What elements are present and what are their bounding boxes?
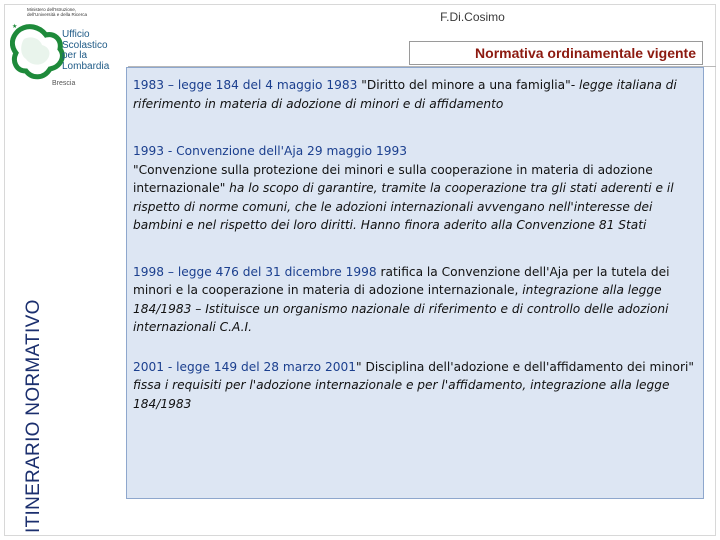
paragraph-2001 (133, 358, 699, 414)
spacer (133, 235, 699, 263)
law-reference: 2001 - legge 149 del 28 marzo 2001 (133, 359, 356, 374)
ministry-line-2: dell'Università e della Ricerca (27, 12, 88, 17)
law-title: " Disciplina dell'adozione e dell'affidamento dei minori" (356, 359, 694, 374)
law-title: "Diritto del minore a una famiglia" (361, 78, 571, 92)
law-description: integrazione alla legge 184/1983 – Istituisce un organismo nazionale di riferimento e di controllo delle adozioni internazionali C.A.I. (133, 283, 669, 334)
content-panel (126, 67, 704, 499)
office-name (62, 30, 109, 72)
spacer (133, 337, 699, 358)
law-reference: - Convenzione dell'Aja 29 maggio 1993 (164, 144, 407, 158)
law-reference: 1983 – legge 184 del 4 maggio 1983 (133, 78, 362, 92)
law-reference: 1998 – legge 476 del 31 dicembre 1998 (133, 264, 381, 279)
law-description: - legge italiana di riferimento in materia di adozione di minori e di affidamento (133, 78, 677, 111)
paragraph-1998 (133, 263, 699, 337)
law-description: fissa i requisiti per l'adozione internazionale e per l'affidamento, integrazione alla legge 184/1983 (133, 378, 670, 411)
logo-city: Brescia (52, 80, 76, 87)
office-line-1: Ufficio (62, 29, 90, 40)
law-title: ratifica la Convenzione dell'Aja per la tutela dei minori e la cooperazione in materia di adozione internazionale, (133, 264, 670, 297)
svg-text:★: ★ (12, 24, 18, 30)
law-year: 1993 (133, 144, 165, 158)
author-label: F.Di.Cosimo (440, 10, 505, 24)
ministry-line-1: Ministero dell'Istruzione, (27, 7, 77, 12)
paragraph-1983 (133, 76, 699, 113)
vertical-section-title: ITINERARIO NORMATIVO (23, 299, 44, 533)
law-description: ha lo scopo di garantire, tramite la cooperazione tra gli stati aderenti e il rispetto di norme comuni, che le adozioni internazionali avvengano nell'interesse dei bambini e nel rispetto dei loro diritti. Hanno finora aderito alla Convenzione 81 Stati (133, 181, 674, 232)
lombardia-map-icon (10, 21, 70, 85)
slide-title: Normativa ordinamentale vigente (409, 41, 703, 65)
spacer (133, 113, 699, 142)
law-title: "Convenzione sulla protezione dei minori e sulla cooperazione in materia di adozione internazionale" (133, 162, 653, 195)
office-line-2: Scolastico (62, 39, 108, 51)
paragraph-1993 (133, 142, 699, 235)
content-text (133, 76, 699, 413)
office-line-3: per la (62, 50, 88, 61)
office-line-4: Lombardia (62, 60, 110, 72)
